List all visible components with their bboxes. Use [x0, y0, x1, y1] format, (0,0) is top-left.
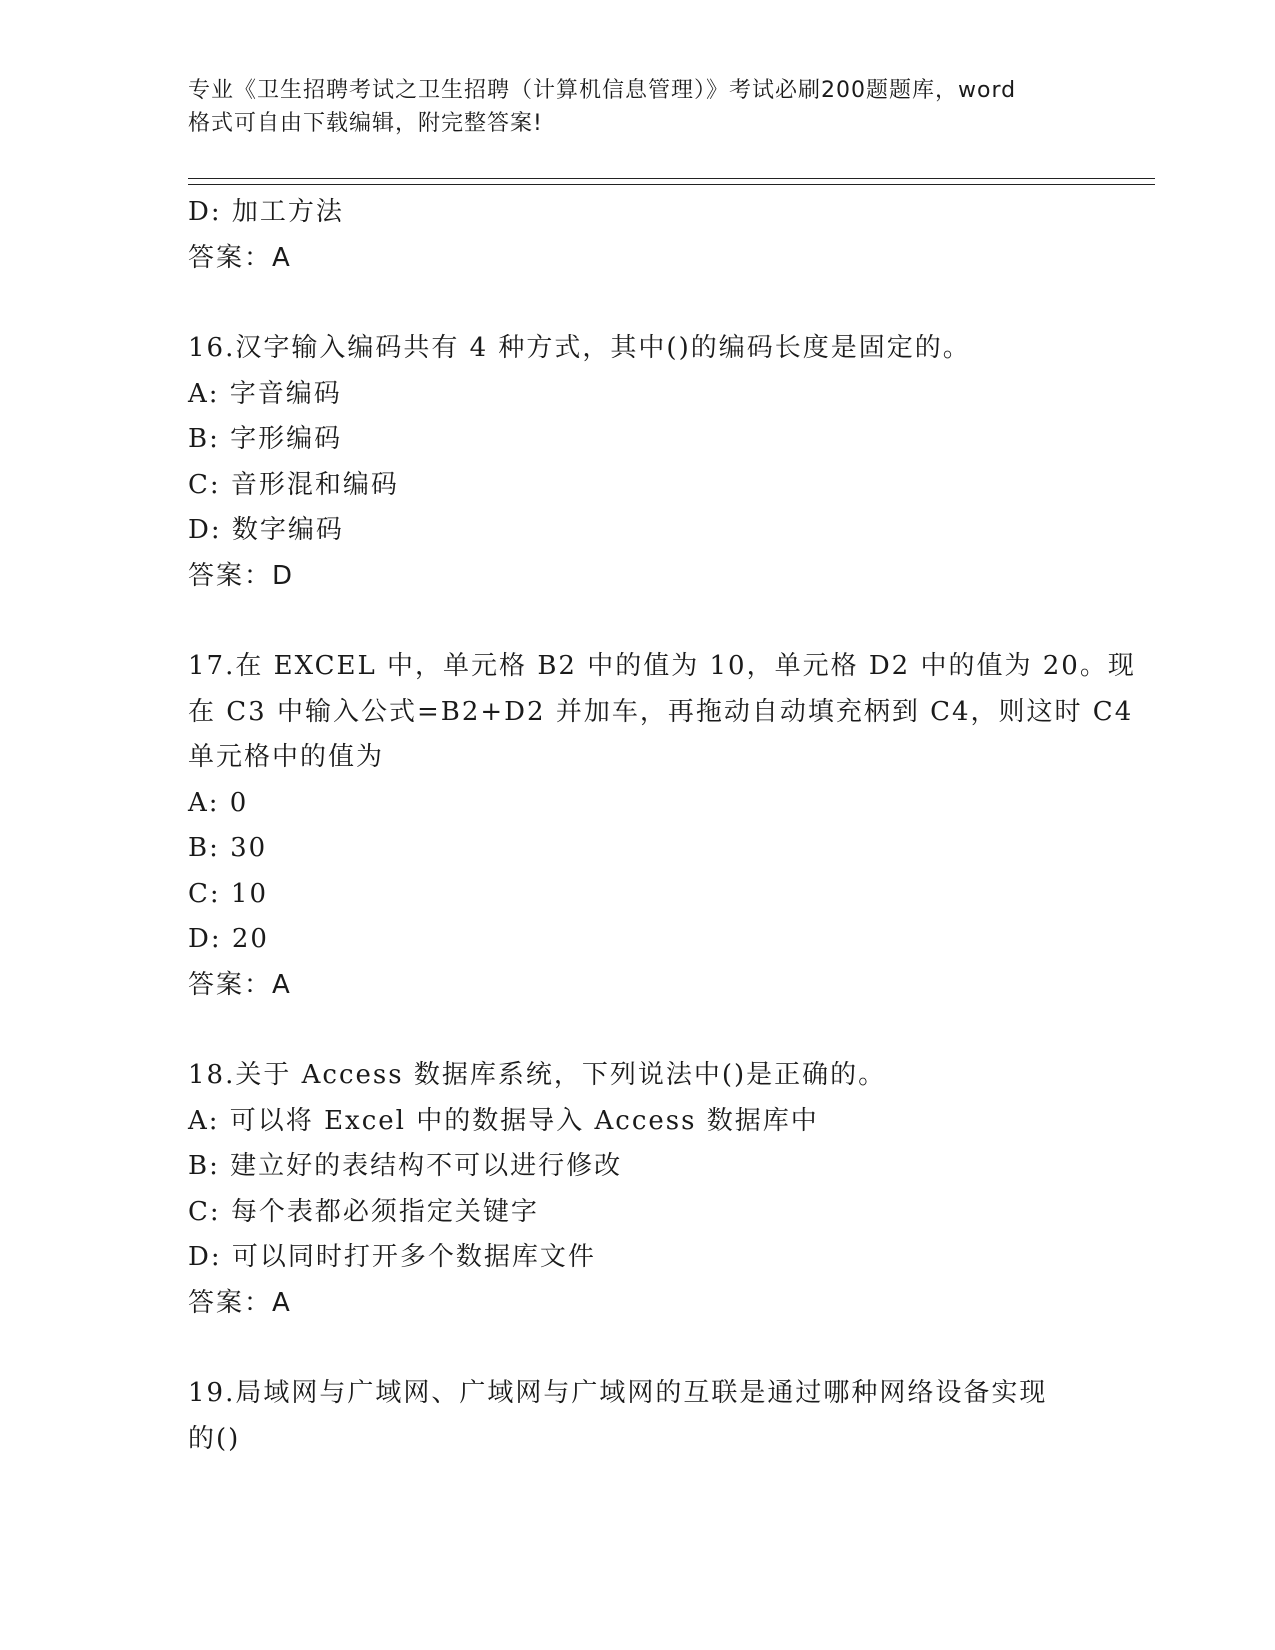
- header-divider: [188, 178, 1155, 185]
- question-list: [188, 190, 1136, 1462]
- question-stem: 16.汉字输入编码共有 4 种方式，其中()的编码长度是固定的。: [188, 333, 971, 363]
- header-title-line-1: 专业《卫生招聘考试之卫生招聘（计算机信息管理）》考试必刷200题题库，word: [188, 78, 1017, 103]
- option-d: D: 20: [188, 924, 269, 954]
- option-c: C: 10: [188, 878, 269, 909]
- document-header: [188, 74, 1088, 140]
- question-stem-line-1: 17.在 EXCEL 中，单元格 B2 中的值为 10，单元格 D2 中的值为 20。现: [188, 651, 1136, 681]
- question-spacer: [188, 1326, 1088, 1371]
- question-stem-line-1: 19.局域网与广域网、广域网与广域网的互联是通过哪种网络设备实现: [188, 1378, 1048, 1408]
- answer-line: 答案：D: [188, 560, 295, 591]
- answer-line: 答案：A: [188, 1287, 292, 1318]
- question-stem-line-3: 单元格中的值为: [188, 742, 385, 772]
- option-a: A: 字音编码: [188, 378, 342, 409]
- question-spacer: [188, 599, 1088, 644]
- question-19: [188, 1371, 1088, 1462]
- question-17: [188, 644, 1136, 1008]
- option-a: A: 可以将 Excel 中的数据导入 Access 数据库中: [188, 1105, 819, 1136]
- question-stem-line-2: 在 C3 中输入公式=B2+D2 并加车，再拖动自动填充柄到 C4，则这时 C4: [188, 696, 1134, 727]
- question-stem-line-2: 的(): [188, 1423, 241, 1454]
- answer-line: 答案：A: [188, 242, 292, 273]
- option-d: D: 数字编码: [188, 515, 344, 545]
- question-16: [188, 326, 1088, 599]
- option-d: D: 可以同时打开多个数据库文件: [188, 1242, 596, 1272]
- option-d: D: 加工方法: [188, 197, 344, 227]
- question-spacer: [188, 281, 1088, 326]
- option-c: C: 音形混和编码: [188, 469, 399, 500]
- question-18: [188, 1053, 1088, 1326]
- question-15: [188, 190, 1088, 281]
- question-spacer: [188, 1008, 1088, 1053]
- option-b: B: 字形编码: [188, 424, 343, 454]
- header-title-line-2: 格式可自由下载编辑，附完整答案!: [188, 111, 543, 136]
- option-a: A: 0: [188, 787, 249, 818]
- option-b: B: 30: [188, 833, 268, 863]
- option-c: C: 每个表都必须指定关键字: [188, 1196, 539, 1227]
- answer-line: 答案：A: [188, 969, 292, 1000]
- question-stem: 18.关于 Access 数据库系统，下列说法中()是正确的。: [188, 1060, 887, 1090]
- option-b: B: 建立好的表结构不可以进行修改: [188, 1151, 623, 1181]
